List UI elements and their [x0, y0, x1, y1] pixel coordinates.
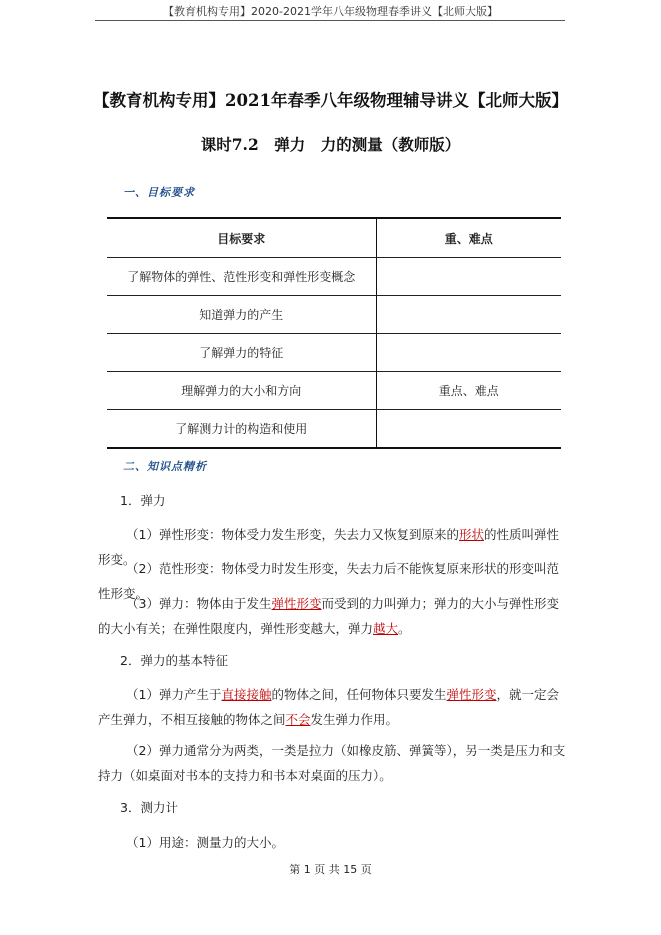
table-cell-goal: 了解测力计的构造和使用 — [107, 410, 376, 449]
header-divider — [95, 20, 565, 21]
goals-table — [107, 217, 561, 449]
table-row — [107, 410, 561, 449]
lesson-title: 课时7.2 弹力 力的测量（教师版） — [200, 135, 461, 154]
page-number: 第 1 页 共 15 页 — [289, 863, 372, 876]
answer-blank: 弹性形变 — [271, 596, 322, 611]
table-cell-focus — [376, 296, 561, 334]
table-cell-focus — [376, 410, 561, 449]
paragraph-plastic-deformation: （2）范性形变：物体受力时发生形变，失去力后不能恢复原来形状的形变叫范性形变。 — [98, 561, 559, 601]
table-header-focus: 重、难点 — [376, 218, 561, 258]
table-row — [107, 372, 561, 410]
table-header-goal: 目标要求 — [107, 218, 376, 258]
subheading-basic-features: 2．弹力的基本特征 — [120, 653, 228, 668]
answer-blank: 形状 — [458, 527, 484, 542]
document-title: 【教育机构专用】2021年春季八年级物理辅导讲义【北师大版】 — [93, 91, 568, 110]
subheading-elastic-force: 1．弹力 — [120, 493, 166, 508]
paragraph-dynamometer-use: （1）用途：测量力的大小。 — [126, 835, 284, 850]
paragraph-elastic-deformation: （1）弹性形变：物体受力发生形变，失去力又恢复到原来的形状的性质叫弹性形变。 — [98, 527, 559, 567]
table-cell-focus — [376, 258, 561, 296]
table-row — [107, 296, 561, 334]
section-heading-goals: 一、目标要求 — [123, 186, 195, 199]
table-cell-goal: 理解弹力的大小和方向 — [107, 372, 376, 410]
subheading-dynamometer: 3．测力计 — [120, 800, 178, 815]
table-cell-goal: 知道弹力的产生 — [107, 296, 376, 334]
table-row — [107, 334, 561, 372]
paragraph-force-categories: （2）弹力通常分为两类，一类是拉力（如橡皮筋、弹簧等），另一类是压力和支持力（如桌面对书本的支持力和书本对桌面的压力）。 — [98, 743, 566, 783]
table-header-row — [107, 218, 561, 258]
answer-blank: 越大 — [373, 621, 399, 636]
answer-blank: 直接接触 — [221, 687, 272, 702]
answer-blank: 弹性形变 — [446, 687, 497, 702]
table-cell-goal: 了解物体的弹性、范性形变和弹性形变概念 — [107, 258, 376, 296]
answer-blank: 不会 — [285, 712, 311, 727]
paragraph-elastic-force-origin: （1）弹力产生于直接接触的物体之间，任何物体只要发生弹性形变，就一定会产生弹力，不相互接触的物体之间不会发生弹力作用。 — [98, 687, 560, 727]
table-cell-focus — [376, 334, 561, 372]
table-cell-goal: 了解弹力的特征 — [107, 334, 376, 372]
section-heading-knowledge: 二、知识点精析 — [123, 460, 207, 473]
table-row — [107, 258, 561, 296]
running-header: 【教育机构专用】2020-2021学年八年级物理春季讲义【北师大版】 — [163, 5, 498, 18]
table-cell-focus: 重点、难点 — [376, 372, 561, 410]
paragraph-elastic-force-definition: （3）弹力：物体由于发生弹性形变而受到的力叫弹力；弹力的大小与弹性形变的大小有关；在弹性限度内，弹性形变越大，弹力越大。 — [98, 596, 559, 636]
